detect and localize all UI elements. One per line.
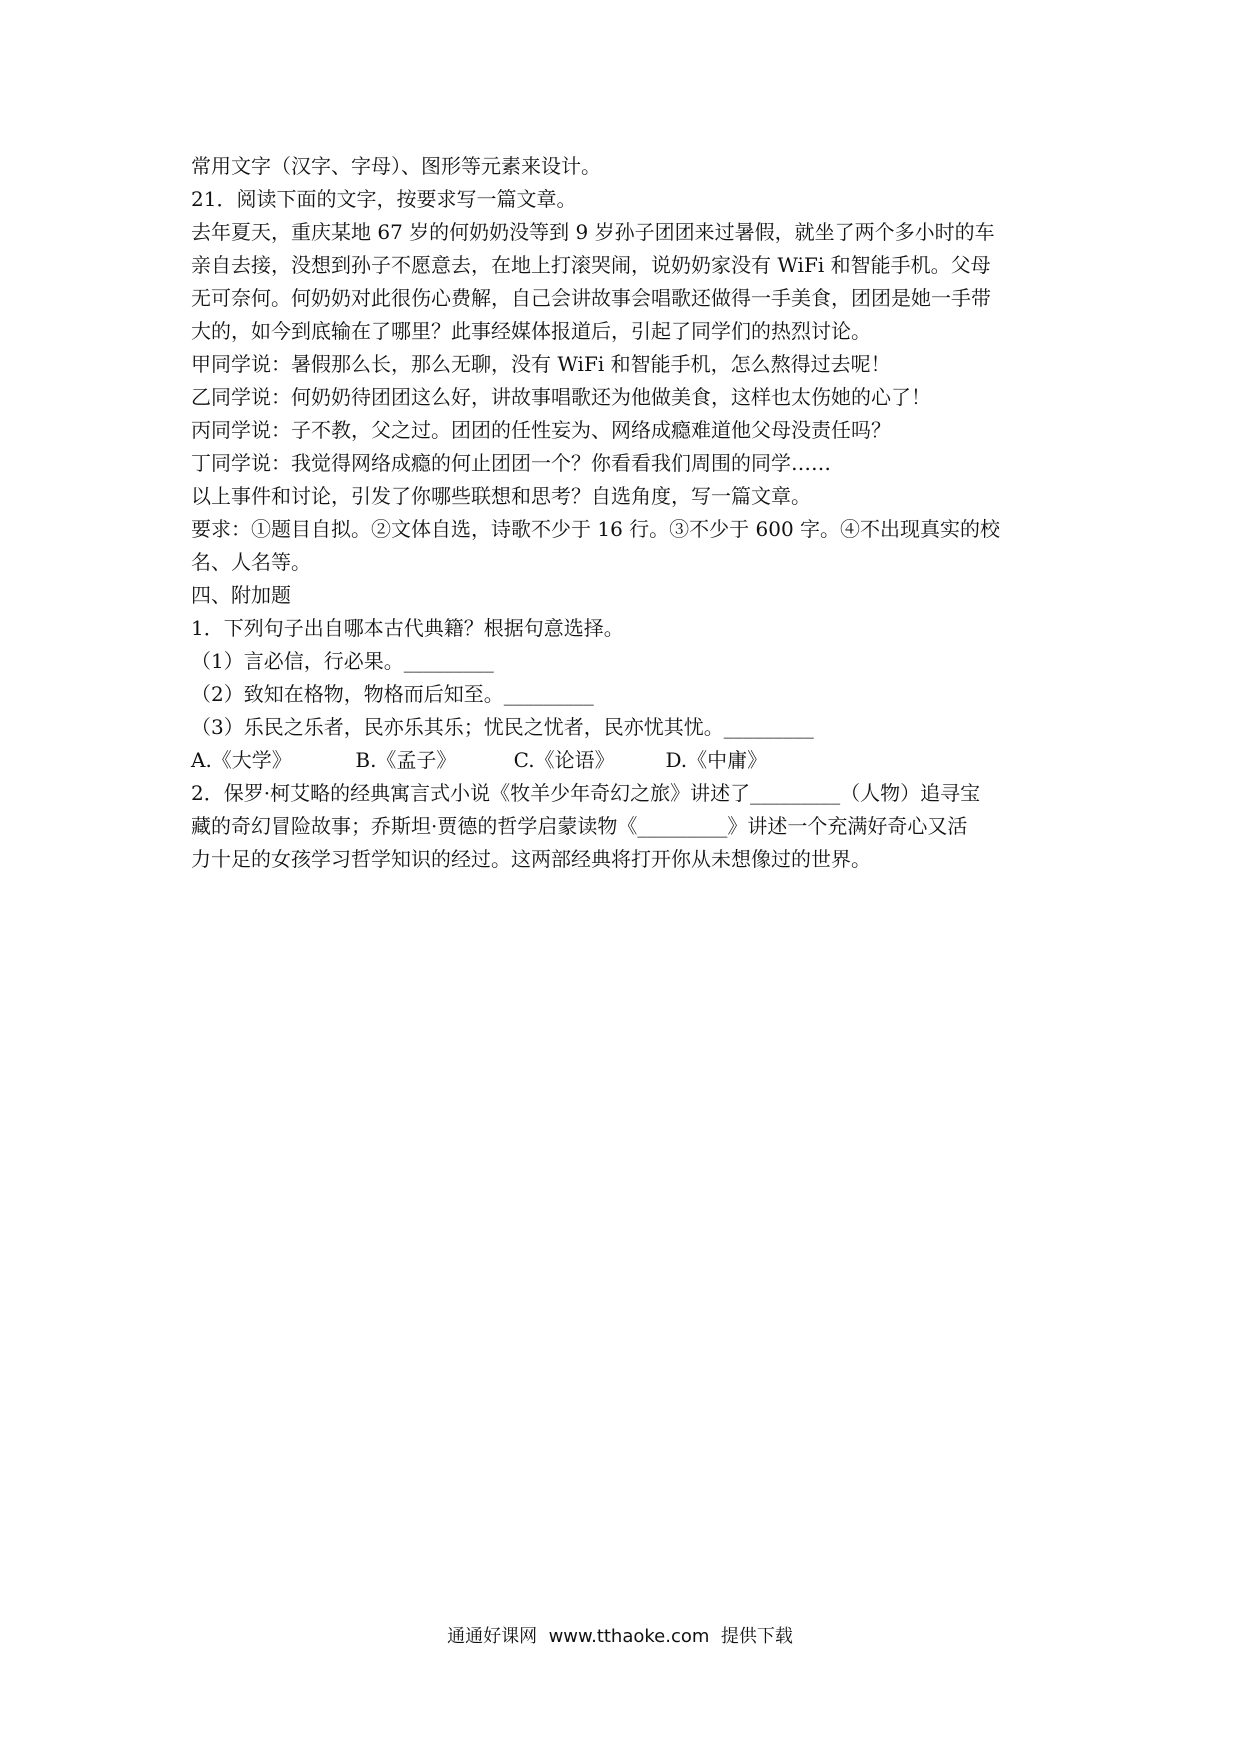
question-2-text: 2．保罗·柯艾略的经典寓言式小说《牧羊少年奇幻之旅》讲述了_________（人物）追寻宝 xyxy=(191,781,981,805)
text-line: 亲自去接，没想到孙子不愿意去，在地上打滚哭闹，说奶奶家没有 WiFi 和智能手机。父母 xyxy=(191,253,991,277)
student-bing-comment: 丙同学说：子不教，父之过。团团的任性妄为、网络成瘾难道他父母没责任吗？ xyxy=(191,418,891,442)
question-2-text: 力十足的女孩学习哲学知识的经过。这两部经典将打开你从未想像过的世界。 xyxy=(191,847,871,871)
question-1-item: （2）致知在格物，物格而后知至。_________ xyxy=(191,682,594,706)
text-line: 以上事件和讨论，引发了你哪些联想和思考？自选角度，写一篇文章。 xyxy=(191,484,811,508)
student-jia-comment: 甲同学说：暑假那么长，那么无聊，没有 WiFi 和智能手机，怎么熬得过去呢！ xyxy=(191,352,891,376)
question-21-heading: 21．阅读下面的文字，按要求写一篇文章。 xyxy=(191,187,577,211)
requirements-line: 要求：①题目自拟。②文体自选，诗歌不少于 16 行。③不少于 600 字。④不出现真实的校 xyxy=(191,517,1001,541)
question-1-heading: 1．下列句子出自哪本古代典籍？根据句意选择。 xyxy=(191,616,624,640)
answer-options: A.《大学》 B.《孟子》 C.《论语》 D.《中庸》 xyxy=(191,748,768,772)
text-line: 大的，如今到底输在了哪里？此事经媒体报道后，引起了同学们的热烈讨论。 xyxy=(191,319,871,343)
section-heading: 四、附加题 xyxy=(191,583,291,607)
student-ding-comment: 丁同学说：我觉得网络成瘾的何止团团一个？你看看我们周围的同学…… xyxy=(191,451,831,475)
page-footer: 通通好课网 www.tthaoke.com 提供下载 xyxy=(447,1626,793,1647)
student-yi-comment: 乙同学说：何奶奶待团团这么好，讲故事唱歌还为他做美食，这样也太伤她的心了！ xyxy=(191,385,931,409)
requirements-line: 名、人名等。 xyxy=(191,550,311,574)
document-body xyxy=(191,150,1061,876)
text-line: 常用文字（汉字、字母）、图形等元素来设计。 xyxy=(191,154,601,178)
text-line: 去年夏天，重庆某地 67 岁的何奶奶没等到 9 岁孙子团团来过暑假，就坐了两个多小时的车 xyxy=(191,220,995,244)
text-line: 无可奈何。何奶奶对此很伤心费解，自己会讲故事会唱歌还做得一手美食，团团是她一手带 xyxy=(191,286,991,310)
question-1-item: （3）乐民之乐者，民亦乐其乐；忧民之忧者，民亦忧其忧。_________ xyxy=(191,715,814,739)
question-1-item: （1）言必信，行必果。_________ xyxy=(191,649,494,673)
question-2-text: 藏的奇幻冒险故事；乔斯坦·贾德的哲学启蒙读物《_________》讲述一个充满好奇心又活 xyxy=(191,814,968,838)
